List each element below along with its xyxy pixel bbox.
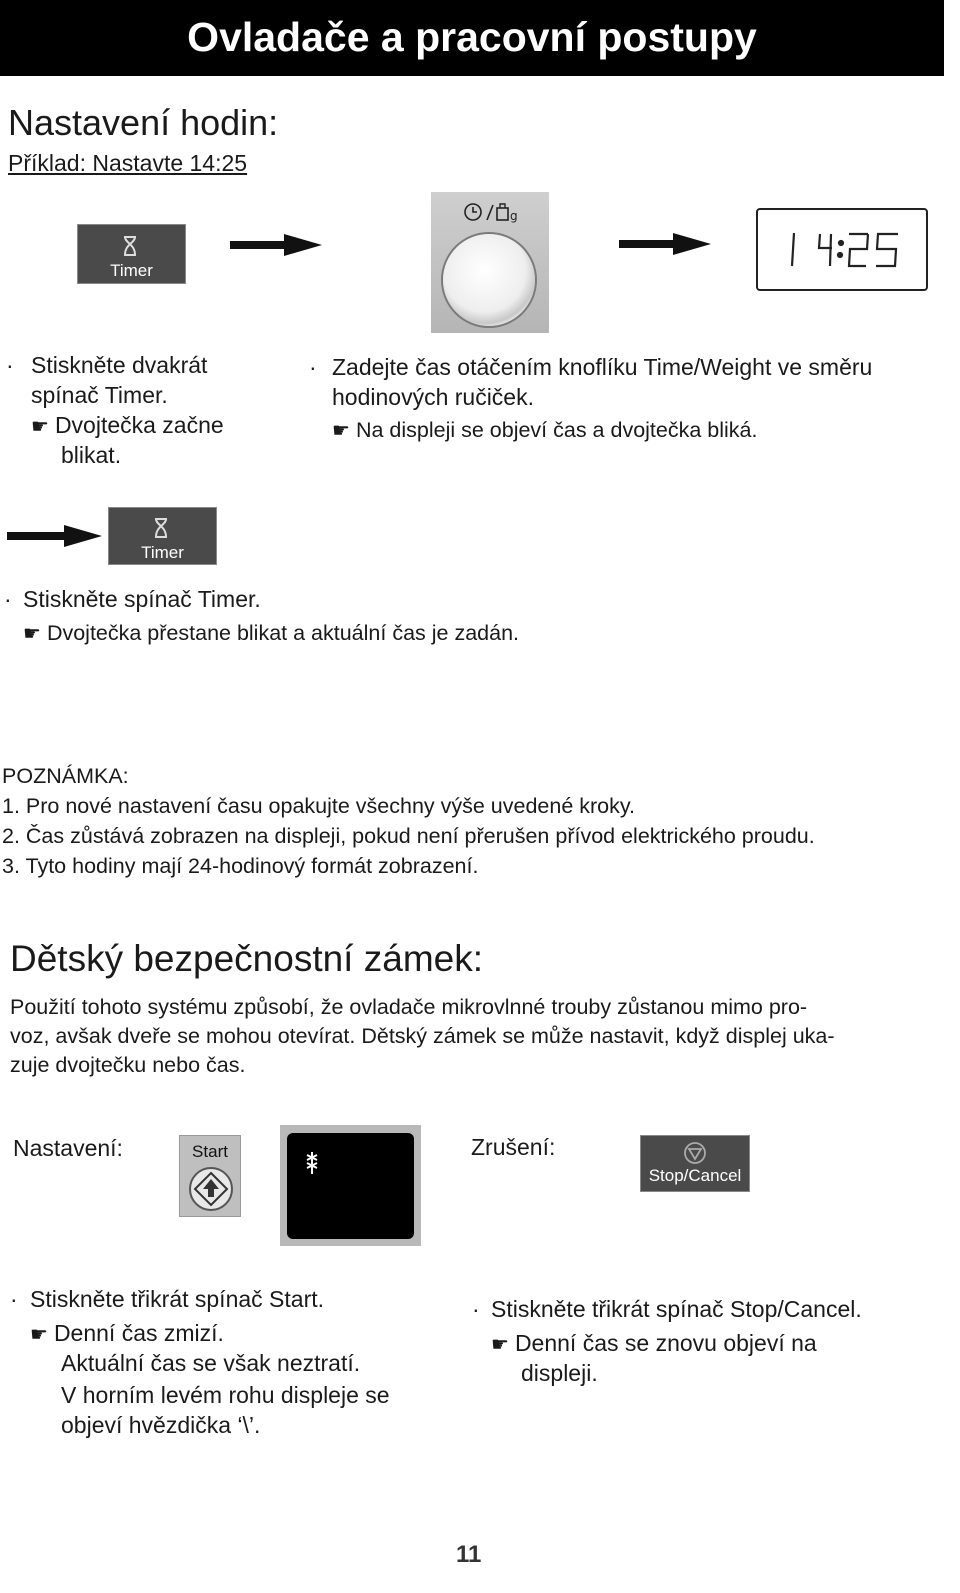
stop-cancel-button <box>640 1135 750 1192</box>
bullet-dot: · <box>6 352 14 378</box>
arrow-right-icon <box>64 525 102 547</box>
bullet-dot: · <box>472 1296 480 1322</box>
arrow-shaft <box>230 241 286 249</box>
note-item: 2. Čas zůstává zobrazen na displeji, pokud není přerušen přívod elektrického proudu. <box>2 824 815 848</box>
timer-button-label: Timer <box>110 261 153 280</box>
display-frame <box>280 1125 421 1246</box>
child-lock-desc-line2: voz, avšak dveře se mohou otevírat. Dětský zámek se může nastavit, když displej uka- <box>10 1024 835 1048</box>
cancel-heading: Zrušení: <box>471 1134 556 1160</box>
arrow-right-icon <box>673 233 711 255</box>
step3-note <box>23 618 519 649</box>
setting-label: Nastavení: <box>13 1135 123 1161</box>
cancel-note-line1 <box>491 1328 817 1360</box>
step3-text: Stiskněte spínač Timer. <box>23 586 261 612</box>
stop-cancel-label: Stop/Cancel <box>648 1166 742 1185</box>
step1-text-line1: Stiskněte dvakrát <box>31 352 208 378</box>
set-note-line2: Aktuální čas se však neztratí. <box>61 1350 361 1376</box>
child-lock-desc-line1: Použití tohoto systému způsobí, že ovladače mikrovlnné trouby zůstanou mimo pro- <box>10 995 808 1019</box>
step2-note <box>332 415 757 446</box>
cancel-note-line2: displeji. <box>521 1360 598 1386</box>
cancel-step-text: Stiskněte třikrát spínač Stop/Cancel. <box>491 1296 862 1322</box>
page-number: 11 <box>456 1541 482 1568</box>
note-title: POZNÁMKA: <box>2 764 129 788</box>
child-lock-asterisk-icon <box>305 1151 319 1175</box>
arrow-shaft <box>7 532 67 540</box>
step2-text-line2: hodinových ručiček. <box>332 384 534 410</box>
step1-note-line1 <box>31 410 224 442</box>
lock-display <box>287 1133 414 1239</box>
start-diamond-icon <box>188 1166 234 1212</box>
timer-button <box>108 507 217 565</box>
timer-button <box>77 224 186 284</box>
pointing-hand-icon: ☛ <box>491 1334 509 1356</box>
pointing-hand-icon: ☛ <box>332 420 350 442</box>
child-lock-heading: Dětský bezpečnostní zámek: <box>10 938 483 979</box>
bullet-dot: · <box>10 1286 18 1312</box>
set-note-line1 <box>30 1318 224 1350</box>
step2-note-text: Na displeji se objeví čas a dvojtečka bliká. <box>355 418 758 442</box>
time-weight-knob <box>443 234 535 326</box>
step3-note-text: Dvojtečka přestane blikat a aktuální čas je zadán. <box>46 621 520 645</box>
pointing-hand-icon: ☛ <box>31 416 49 438</box>
note-item: 3. Tyto hodiny mají 24-hodinový formát zobrazení. <box>2 854 479 878</box>
display-digits <box>786 230 902 270</box>
step1-text-line2: spínač Timer. <box>31 382 168 408</box>
clock-heading: Nastavení hodin: <box>8 102 279 143</box>
set-note-text: Denní čas zmizí. <box>53 1320 224 1346</box>
clock-display <box>756 208 928 291</box>
set-note-line4: objeví hvězdička ‘\’. <box>61 1412 261 1438</box>
clock-example: Příklad: Nastavte 14:25 <box>8 150 248 176</box>
page-title: Ovladače a pracovní postupy <box>187 14 757 60</box>
step1-note-line2: blikat. <box>61 442 122 468</box>
child-lock-desc-line3: zuje dvojtečku nebo čas. <box>10 1053 246 1077</box>
cancel-note-text: Denní čas se znovu objeví na <box>514 1330 817 1356</box>
step2-text-line1: Zadejte čas otáčením knoflíku Time/Weight ve směru <box>332 354 873 380</box>
pointing-hand-icon: ☛ <box>30 1324 48 1346</box>
start-button-panel <box>179 1135 241 1217</box>
hourglass-icon <box>122 235 138 257</box>
arrow-right-icon <box>284 234 322 256</box>
bullet-dot: · <box>4 586 12 612</box>
note-item: 1. Pro nové nastavení času opakujte všechny výše uvedené kroky. <box>2 794 636 818</box>
arrow-shaft <box>619 240 675 248</box>
bullet-dot: · <box>309 354 317 380</box>
step1-note-text: Dvojtečka začne <box>54 412 224 438</box>
hourglass-icon <box>153 517 169 539</box>
time-weight-dial-panel <box>431 192 549 333</box>
clock-weight-icon <box>463 202 521 224</box>
timer-button-label: Timer <box>141 543 184 562</box>
set-step-text: Stiskněte třikrát spínač Start. <box>30 1286 325 1312</box>
start-button-label: Start <box>192 1142 228 1161</box>
set-note-line3: V horním levém rohu displeje se <box>61 1382 390 1408</box>
stop-cancel-icon <box>683 1141 707 1165</box>
svg-text:g: g <box>510 209 518 223</box>
pointing-hand-icon: ☛ <box>23 623 41 645</box>
